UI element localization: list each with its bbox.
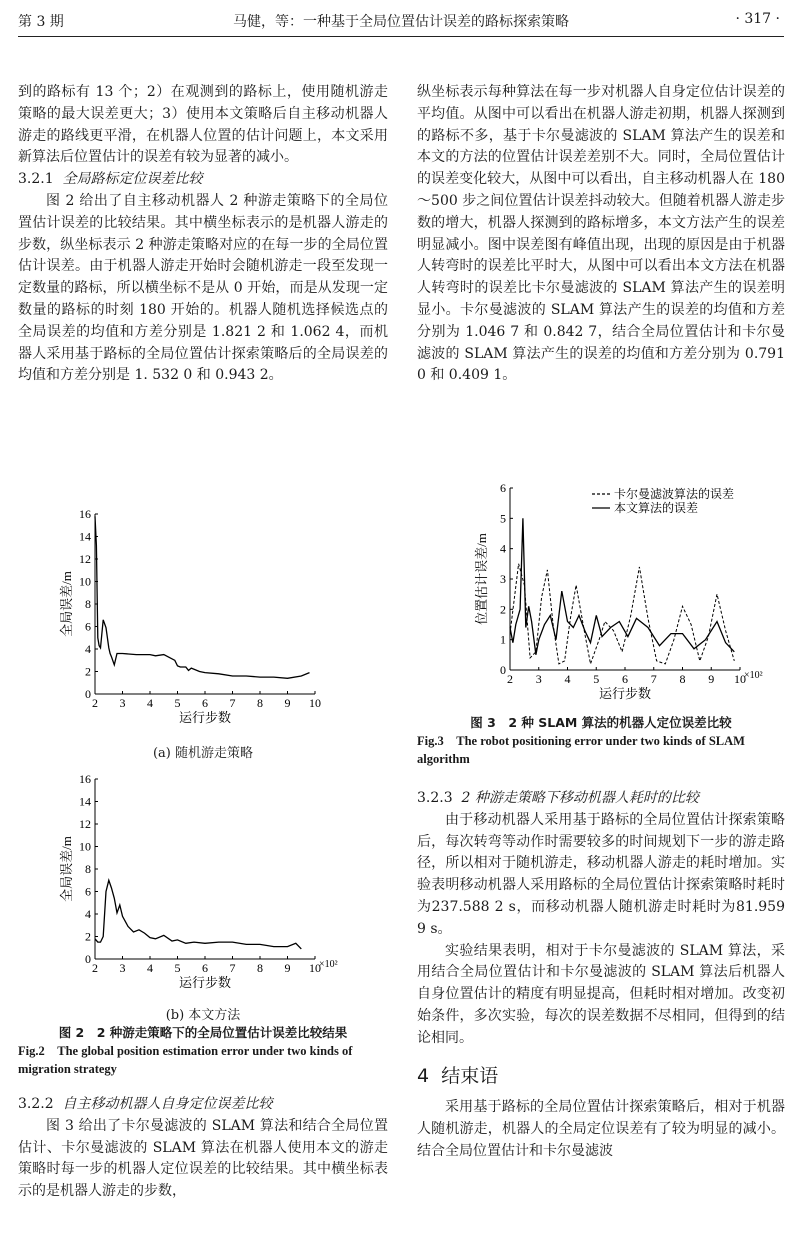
caption-en: Fig.3 The robot positioning error under two kinds of SLAM algorithm [417,734,745,766]
series-line [510,518,734,655]
left-column [18,82,388,387]
y-tick-label: 4 [85,907,91,921]
figure-3 [455,478,775,712]
chart-fig2b [40,765,380,995]
section-title: 2 种游走策略下移动机器人耗时的比较 [461,790,699,806]
y-tick-label: 0 [85,687,91,701]
y-tick-label: 3 [500,572,506,586]
subcaption-b: (b) 本文方法 [165,1008,241,1023]
y-tick-label: 4 [500,541,506,556]
caption-zh: 图 2 2 种游走策略下的全局位置估计误差比较结果 [58,1025,348,1040]
y-tick-label: 0 [500,663,506,677]
y-axis-label: 全局误差/m [59,836,74,902]
figure-3-caption [417,714,785,768]
x-tick-label: 8 [679,672,686,686]
x-axis-label: 运行步数 [598,686,652,701]
x-tick-label: 9 [284,961,291,975]
caption-zh: 图 3 2 种 SLAM 算法的机器人定位误差比较 [470,715,732,730]
x-tick-label: 10 [734,672,746,686]
x-tick-label: 10 [309,961,321,975]
y-tick-label: 16 [79,507,91,521]
x-tick-label: 8 [257,696,263,710]
x-tick-label: 7 [229,961,236,975]
x-tick-label: 6 [622,672,628,686]
section-number: 3.2.3 [417,790,453,806]
right-column [417,82,785,387]
x-tick-label: 3 [119,696,126,710]
y-tick-label: 0 [85,952,91,966]
paragraph: 图 3 给出了卡尔曼滤波的 SLAM 算法和结合全局位置估计、卡尔曼滤波的 SLAM 算法在机器人使用本文的游走策略时每一步的机器人定位误差的比较结果。其中横坐标表示的是机器人游走的步数， [18,1117,388,1200]
y-tick-label: 8 [85,862,91,876]
x-multiplier: ×10² [319,959,338,970]
x-tick-label: 5 [174,961,181,975]
section-number: 4 [417,1064,430,1087]
series-line [95,516,310,678]
x-tick-label: 8 [257,961,263,975]
page-number: · 317 · [735,11,780,27]
running-title: 马健，等：一种基于全局位置估计误差的路标探索策略 [233,14,569,30]
x-tick-label: 4 [147,696,153,710]
legend-label: 本文算法的误差 [614,501,699,515]
y-tick-label: 6 [85,884,91,899]
y-tick-label: 2 [85,929,91,944]
chart-fig3 [455,478,775,708]
y-tick-label: 10 [79,839,91,854]
paragraph: 到的路标有 13 个；2）在观测到的路标上，使用随机游走策略的最大误差更大；3）使用本文策略后自主移动机器人游走的路线更平滑，在机器人位置的估计问题上，本文采用新算法后位置估计的误差有较为显著的减小。 [18,84,388,166]
x-tick-label: 2 [92,696,98,710]
x-tick-label: 6 [202,961,208,975]
y-tick-label: 2 [85,664,91,679]
subcaption-a: (a) 随机游走策略 [152,746,254,761]
caption-en: Fig.2 The global position estimation error under two kinds of migration strategy [18,1044,353,1076]
legend-label: 卡尔曼滤波算法的误差 [614,487,735,501]
section-heading-3-2-3 [417,788,785,810]
header-rule [18,36,784,37]
x-tick-label: 3 [535,672,542,686]
y-tick-label: 10 [79,574,91,589]
x-tick-label: 4 [564,672,571,686]
y-axis-label: 全局误差/m [59,571,74,637]
figure-2-caption [18,1024,388,1078]
x-tick-label: 7 [229,696,236,710]
paragraph: 纵坐标表示每种算法在每一步对机器人自身定位估计误差的平均值。从图中可以看出在机器人游走初期，机器人探测到的路标不多，基于卡尔曼滤波的 SLAM 算法产生的误差和本文的方法的位置估计误差差别不大。同时，全局位置估计的误差变化较大，从图中可以看出，自主移动机器人在 180～500 步之间位置估计误差抖动较大。但随着机器人游走步数的增大，机器人探测到的路标增多，本文方法产生的误差明显减小。图中误差图有峰值出现，出现的原因是由于机器人转弯时的误差比平时大，从图中可以看出本文方法在机器人转弯时的误差比卡尔曼滤波的 SLAM 算法产生的误差明显小。卡尔曼滤波的 SLAM 算法产生的误差的均值和方差分别为 1.046 7 和 0.842 7，结合全局位置估计和卡尔曼滤波的 SLAM 算法产生的误差的均值和方差分别为 0.791 0 和 0.409 1。 [417,84,785,384]
x-tick-label: 10 [309,696,321,710]
x-tick-label: 5 [593,672,600,686]
paragraph: 由于移动机器人采用基于路标的全局位置估计探索策略后，每次转弯等动作时需要较多的时间规划下一步的游走路径，所以相对于随机游走，移动机器人游走的耗时增加。实验表明移动机器人采用路标的全局位置估计探索策略时耗时为237.588 2 s，而移动机器人随机游走时耗时为81.959 9 s。 [417,811,785,937]
chart-fig2a [40,500,360,730]
x-axis-label: 运行步数 [178,710,232,725]
right-column-bottom [417,788,785,1163]
section-number: 3.2.2 [18,1096,54,1112]
paragraph: 采用基于路标的全局位置估计探索策略后，相对于机器人随机游走，机器人的全局定位误差有了较为明显的减小。结合全局位置估计和卡尔曼滤波 [417,1099,785,1159]
paragraph: 实验结果表明，相对于卡尔曼滤波的 SLAM 算法，采用结合全局位置估计和卡尔曼滤波的 SLAM 算法后机器人自身位置估计的精度有明显提高，但耗时相对增加。改变初始条件，多次实验，每次的误差数据不尽相同，但得到的结论相同。 [417,942,785,1046]
x-tick-label: 7 [650,672,657,686]
series-line [95,880,301,949]
y-tick-label: 6 [500,481,506,495]
y-tick-label: 14 [79,529,91,544]
x-tick-label: 9 [708,672,715,686]
series-kalman-line [510,564,734,664]
x-tick-label: 6 [202,696,208,710]
y-tick-label: 8 [85,597,91,611]
paragraph: 图 2 给出了自主移动机器人 2 种游走策略下的全局位置估计误差的比较结果。其中横坐标表示的是机器人游走的步数，纵坐标表示 2 种游走策略对应的在每一步的全局位置估计误差。由于机器人游走开始时会随机游走一段至发现一定数量的路标，所以横坐标不是从 0 开始，而是从发现一定数量的路标的时刻 180 开始的。机器人随机选择候选点的全局误差的均值和方差分别是 1.821 2 和 1.062 4，而机器人采用基于路标的全局位置估计探索策略后的全局误差的均值和方差分别是 1. 532 0 和 0.943 2。 [18,192,388,384]
x-tick-label: 5 [174,696,181,710]
section-heading-3-2-1 [18,169,388,191]
x-tick-label: 3 [119,961,126,975]
y-tick-label: 4 [85,642,91,656]
x-tick-label: 2 [507,672,513,686]
y-tick-label: 5 [500,511,506,526]
x-tick-label: 2 [92,961,98,975]
left-column-bottom [18,1094,388,1203]
section-heading-4 [417,1066,785,1088]
section-title: 全局路标定位误差比较 [62,171,203,188]
y-tick-label: 14 [79,794,91,809]
y-tick-label: 16 [79,772,91,786]
y-tick-label: 2 [500,602,506,617]
y-tick-label: 1 [500,632,506,647]
x-tick-label: 4 [147,961,153,975]
section-title: 自主移动机器人自身定位误差比较 [62,1096,273,1112]
y-tick-label: 6 [85,619,91,634]
figure-2a [40,500,360,734]
x-multiplier: ×10² [744,670,763,681]
x-axis-label: 运行步数 [178,975,232,990]
y-tick-label: 12 [79,817,91,831]
section-number: 3.2.1 [18,171,54,188]
issue-number: 第 3 期 [18,14,64,30]
page-header [0,0,802,40]
y-tick-label: 12 [79,552,91,566]
section-title: 结束语 [441,1064,499,1087]
y-axis-label: 位置估计误差/m [474,533,489,625]
x-tick-label: 9 [284,696,291,710]
section-heading-3-2-2 [18,1094,388,1116]
figure-2b [40,765,380,999]
